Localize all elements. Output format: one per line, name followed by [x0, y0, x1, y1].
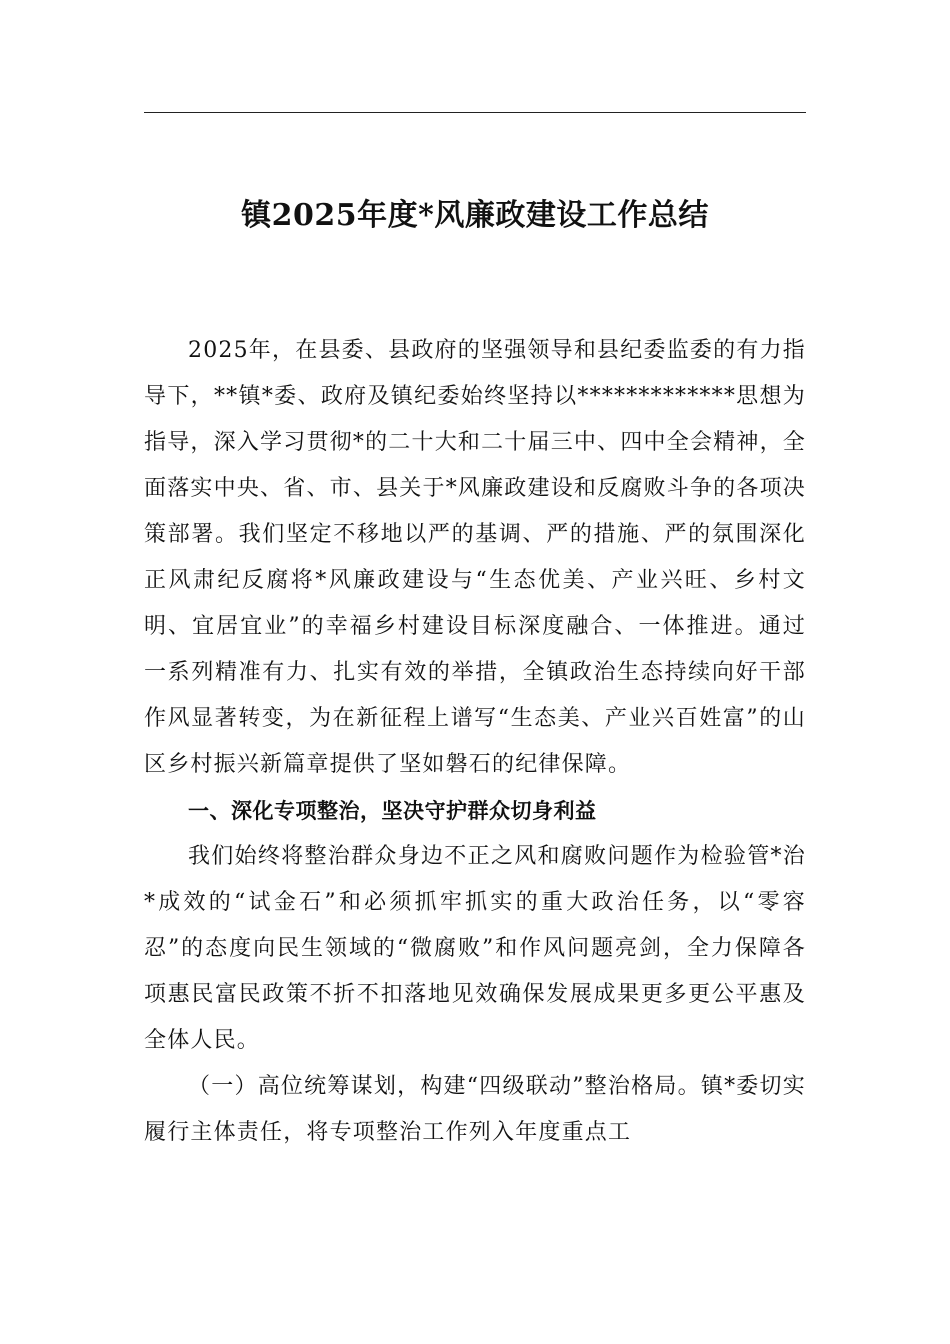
intro-paragraph: 2025年，在县委、县政府的坚强领导和县纪委监委的有力指导下，**镇*委、政府及镇纪委始终坚持以*************思想为指导，深入学习贯彻*的二十大和二十届三中、四中全会精神，全面落实中央、省、市、县关于*风廉政建设和反腐败斗争的各项决策部署。我们坚定不移地以严的基调、严的措施、严的氛围深化正风肃纪反腐将*风廉政建设与“生态优美、产业兴旺、乡村文明、宜居宜业”的幸福乡村建设目标深度融合、一体推进。通过一系列精准有力、扎实有效的举措，全镇政治生态持续向好干部作风显著转变，为在新征程上谱写“生态美、产业兴百姓富”的山区乡村振兴新篇章提供了坚如磐石的纪律保障。 [144, 338, 806, 777]
document-body [144, 328, 806, 1156]
subsection-1-heading: （一）高位统筹谋划，构建“四级联动”整治格局。 [188, 1074, 701, 1099]
subsection-1-text: 镇*委切实履行主体责任，将专项整治工作列入年度重点工 [144, 1074, 806, 1145]
document-title: 镇2025年度*风廉政建设工作总结 [241, 198, 709, 233]
section-1-paragraph: 我们始终将整治群众身边不正之风和腐败问题作为检验管*治*成效的“试金石”和必须抓牢抓实的重大政治任务，以“零容忍”的态度向民生领域的“微腐败”和作风问题亮剑，全力保障各项惠民富民政策不折不扣落地见效确保发展成果更多更公平惠及全体人民。 [144, 844, 806, 1053]
subsection-1-paragraph [144, 1064, 806, 1156]
header-rule [144, 112, 806, 113]
section-heading-1: 一、深化专项整治，坚决守护群众切身利益 [188, 799, 597, 823]
